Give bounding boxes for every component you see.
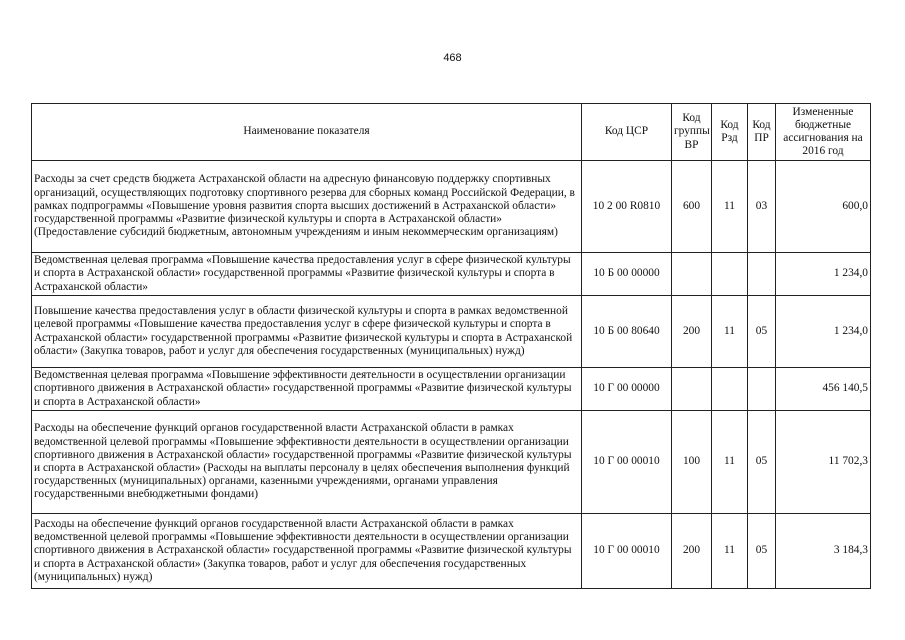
row-name: Повышение качества предоставления услуг в области физической культуры и спорта в рамках ведомственной целевой программы «Повышение качества предоставления услуг в сфере физической культуры и спорта в Астраханской области» государственной программы «Развитие физической культуры и спорта в Астраханской области» (Закупка товаров, работ и услуг для обеспечения государственных (муниципальных) нужд) [32, 296, 582, 368]
row-vr-code: 100 [672, 411, 712, 514]
row-name: Ведомственная целевая программа «Повышение качества предоставления услуг в сфере физической культуры и спорта в Астраханской области» государственной программы «Развитие физической культуры и спорта в Астраханской области» [32, 253, 582, 296]
row-rzd-code: 11 [712, 411, 748, 514]
row-pr-code: 05 [748, 411, 776, 514]
budget-table [31, 103, 871, 589]
header-pr-code: Код ПР [748, 104, 776, 161]
row-rzd-code: 11 [712, 296, 748, 368]
row-rzd-code [712, 368, 748, 411]
row-pr-code: 03 [748, 161, 776, 253]
row-pr-code: 05 [748, 514, 776, 589]
row-vr-code: 200 [672, 296, 712, 368]
row-rzd-code: 11 [712, 514, 748, 589]
row-name: Расходы за счет средств бюджета Астраханской области на адресную финансовую поддержку спортивных организаций, осуществляющих подготовку спортивного резерва для сборных команд Российской Федерации, в рамках подпрограммы «Повышение уровня развития спорта высших достижений в Астраханской области» государственной программы «Развитие физической культуры и спорта в Астраханской области» (Предоставление субсидий бюджетным, автономным учреждениям и иным некоммерческим организациям) [32, 161, 582, 253]
table-row [32, 161, 871, 253]
row-name: Ведомственная целевая программа «Повышение эффективности деятельности в осуществлении организации спортивного движения в Астраханской области» государственной программы «Развитие физической культуры и спорта в Астраханской области» [32, 368, 582, 411]
page-number: 468 [443, 52, 462, 64]
row-vr-code: 600 [672, 161, 712, 253]
row-amount: 11 702,3 [776, 411, 871, 514]
table-header-row [32, 104, 871, 161]
header-csr-code: Код ЦСР [582, 104, 672, 161]
row-amount: 456 140,5 [776, 368, 871, 411]
row-pr-code [748, 368, 776, 411]
table-row [32, 368, 871, 411]
header-rzd-code: Код Рзд [712, 104, 748, 161]
row-name: Расходы на обеспечение функций органов государственной власти Астраханской области в рамках ведомственной целевой программы «Повышение эффективности деятельности в осуществлении организации спортивного движения в Астраханской области» государственной программы «Развитие физической культуры и спорта в Астраханской области» (Расходы на выплаты персоналу в целях обеспечения выполнения функций государственных (муниципальных) органами, казенными учреждениями, органами управления государственными внебюджетными фондами) [32, 411, 582, 514]
row-amount: 3 184,3 [776, 514, 871, 589]
row-pr-code: 05 [748, 296, 776, 368]
row-csr-code: 10 Г 00 00010 [582, 514, 672, 589]
table-row [32, 514, 871, 589]
table-row [32, 253, 871, 296]
row-vr-code [672, 253, 712, 296]
header-vr-code: Код группы ВР [672, 104, 712, 161]
row-csr-code: 10 Б 00 00000 [582, 253, 672, 296]
header-amount: Измененные бюджетные ассигнования на 2016 год [776, 104, 871, 161]
row-csr-code: 10 Г 00 00000 [582, 368, 672, 411]
header-name: Наименование показателя [32, 104, 582, 161]
row-amount: 1 234,0 [776, 296, 871, 368]
row-rzd-code: 11 [712, 161, 748, 253]
row-vr-code [672, 368, 712, 411]
row-csr-code: 10 2 00 R0810 [582, 161, 672, 253]
row-rzd-code [712, 253, 748, 296]
row-csr-code: 10 Г 00 00010 [582, 411, 672, 514]
row-amount: 1 234,0 [776, 253, 871, 296]
row-amount: 600,0 [776, 161, 871, 253]
table-row [32, 296, 871, 368]
row-vr-code: 200 [672, 514, 712, 589]
row-name: Расходы на обеспечение функций органов государственной власти Астраханской области в рамках ведомственной целевой программы «Повышение эффективности деятельности в осуществлении организации спортивного движения в Астраханской области» государственной программы «Развитие физической культуры и спорта в Астраханской области» (Закупка товаров, работ и услуг для обеспечения государственных (муниципальных) нужд) [32, 514, 582, 589]
row-pr-code [748, 253, 776, 296]
row-csr-code: 10 Б 00 80640 [582, 296, 672, 368]
table-row [32, 411, 871, 514]
